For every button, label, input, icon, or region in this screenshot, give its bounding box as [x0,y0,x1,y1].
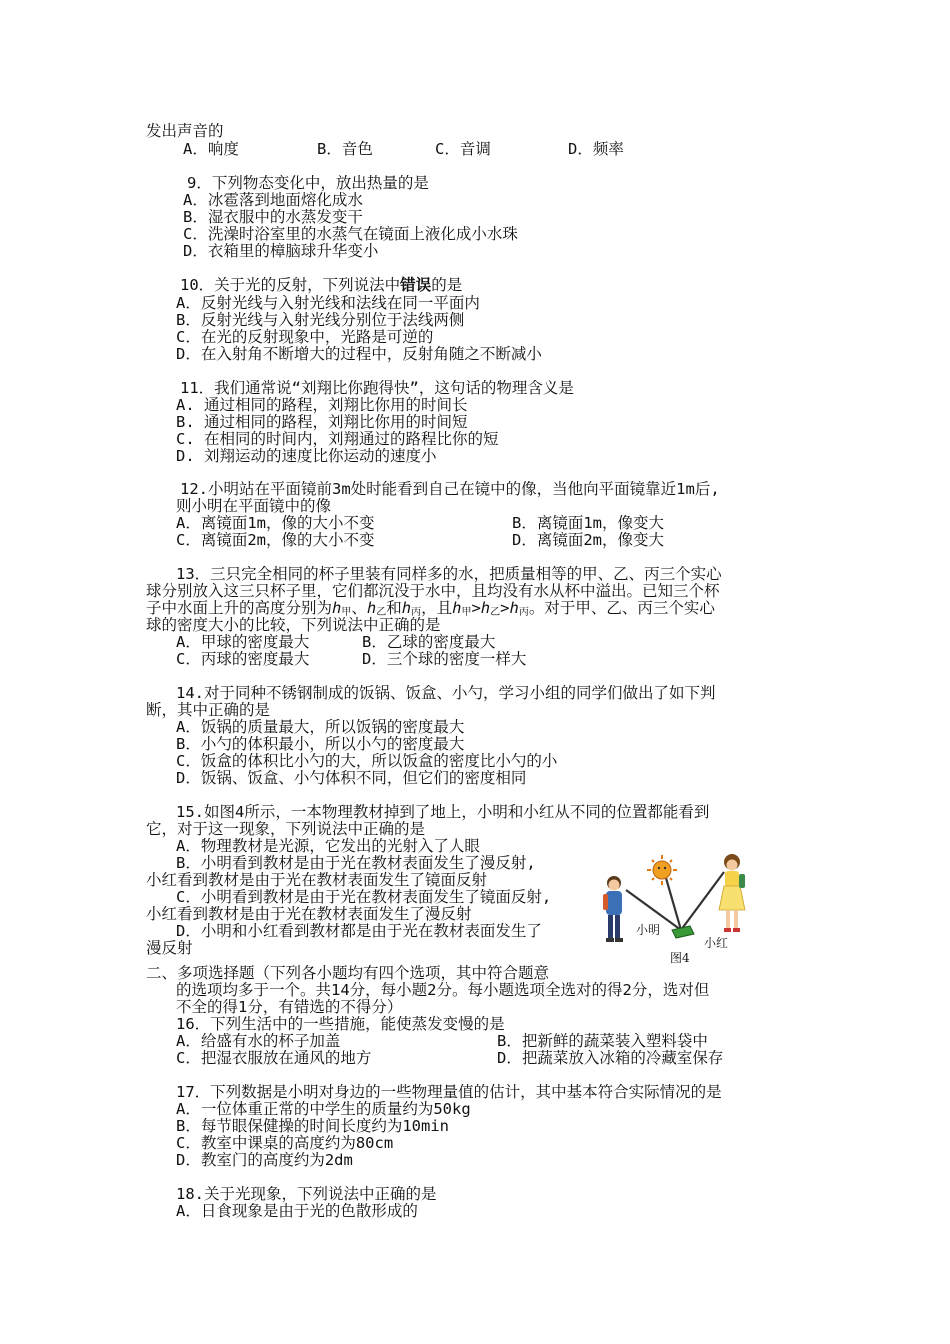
q17-option-c: C．教室中课桌的高度约为80cm [176,1134,394,1152]
section2-heading-line2: 的选项均多于一个。共14分，每小题2分。每小题选项全选对的得2分，选对但 [176,981,710,999]
q10-stem-emphasis: 错误 [400,276,432,294]
q10-option-d: D．在入射角不断增大的过程中，反射角随之不断减小 [176,345,542,363]
figure-label-hong: 小红 [704,936,729,950]
q15-option-d-line1: D．小明和小红看到教材都是由于光在教材表面发生了 [176,922,542,940]
figure-4 [596,848,766,966]
q8-option-a: A．响度 [183,140,239,158]
h-subscript: 乙 [376,607,387,618]
q13-line3-pre: 子中水面上升的高度分别为 [146,599,333,617]
figure-label-ming: 小明 [636,923,661,937]
q17-option-b: B．每节眼保健操的时间长度约为10min [176,1117,449,1135]
q15-option-c-line2: 小红看到教材是由于光在教材表面发生了漫反射 [146,905,472,923]
q12-stem-line1: 12.小明站在平面镜前3m处时能看到自己在镜中的像，当他向平面镜靠近1m后, [180,480,720,498]
q15-option-a: A．物理教材是光源，它发出的光射入了人眼 [176,837,480,855]
h-symbol: h [401,599,412,617]
q14-stem-line1: 14.对于同种不锈钢制成的饭锅、饭盒、小勺，学习小组的同学们做出了如下判 [176,684,716,702]
q17-stem: 17．下列数据是小明对身边的一些物理量值的估计，其中基本符合实际情况的是 [176,1083,722,1101]
incident-ray-icon [666,878,681,930]
book-icon [672,926,694,938]
q14-option-a: A．饭锅的质量最大，所以饭锅的密度最大 [176,718,465,736]
q8-option-d: D．频率 [568,140,624,158]
q9-option-b: B．湿衣服中的水蒸发变干 [183,208,363,226]
q14-stem-line2: 断，其中正确的是 [146,701,271,719]
q13-option-d: D．三个球的密度一样大 [362,650,527,668]
h-symbol: h [480,599,491,617]
q16-option-c: C．把湿衣服放在通风的地方 [176,1049,372,1067]
q10-stem [180,277,462,294]
q13-option-b: B．乙球的密度最大 [362,633,496,651]
intro-line: 发出声音的 [146,122,224,140]
h-subscript: 甲 [341,607,352,618]
h-symbol: h [452,599,462,617]
q18-stem: 18.关于光现象，下列说法中正确的是 [176,1185,437,1203]
q15-option-d-line2: 漫反射 [146,939,193,957]
sun-icon [647,855,677,885]
q11-option-d: D. 刘翔运动的速度比你运动的速度小 [176,447,437,465]
q17-option-d: D．教室门的高度约为2dm [176,1151,353,1169]
h-symbol: h [509,599,519,617]
q13-line3-mid: ，且 [421,599,453,617]
section2-heading-line1: 二、多项选择题（下列各小题均有四个选项，其中符合题意 [146,964,550,982]
conjunction: 和 [386,599,402,617]
q16-stem: 16．下列生活中的一些措施，能使蒸发变慢的是 [176,1015,505,1033]
separator: 、 [351,599,367,617]
q16-option-b: B．把新鲜的蔬菜装入塑料袋中 [497,1032,708,1050]
q11-option-c: C. 在相同的时间内，刘翔通过的路程比你的短 [176,430,499,448]
q14-option-c: C．饭盒的体积比小勺的大，所以饭盒的密度比小勺的小 [176,752,558,770]
reflected-ray-hong-icon [681,872,724,930]
q13-stem-line4: 球的密度大小的比较，下列说法中正确的是 [146,616,441,634]
q13-stem-line2: 球分别放入这三只杯子里，它们都沉没于水中，且均没有水从杯中溢出。已知三个杯 [146,582,720,600]
q15-stem-line2: 它，对于这一现象，下列说法中正确的是 [146,820,426,838]
q13-option-a: A．甲球的密度最大 [176,633,310,651]
q9-option-a: A．冰雹落到地面熔化成水 [183,191,363,209]
greater-than: > [471,599,481,617]
q13-option-c: C．丙球的密度最大 [176,650,310,668]
q15-stem-line1: 15.如图4所示，一本物理教材掉到了地上，小明和小红从不同的位置都能看到 [176,803,710,821]
q10-option-c: C．在光的反射现象中，光路是可逆的 [176,328,434,346]
q12-option-a: A．离镜面1m，像的大小不变 [176,514,375,532]
h-subscript: 乙 [490,607,501,618]
q17-option-a: A．一位体重正常的中学生的质量约为50kg [176,1100,471,1118]
q11-option-a: A. 通过相同的路程，刘翔比你用的时间长 [176,396,468,414]
q16-option-d: D．把蔬菜放入冰箱的冷藏室保存 [497,1049,724,1067]
q12-option-c: C．离镜面2m，像的大小不变 [176,531,375,549]
q13-line3-post: 。对于甲、乙、丙三个实心 [528,599,715,617]
q14-option-b: B．小勺的体积最小，所以小勺的密度最大 [176,735,465,753]
q9-option-d: D．衣箱里的樟脑球升华变小 [183,242,379,260]
q14-option-d: D．饭锅、饭盒、小勺体积不同，但它们的密度相同 [176,769,527,787]
q12-option-b: B．离镜面1m，像变大 [512,514,664,532]
boy-figure-icon [603,876,623,942]
q18-option-a: A．日食现象是由于光的色散形成的 [176,1202,418,1220]
q9-option-c: C．洗澡时浴室里的水蒸气在镜面上液化成小水珠 [183,225,518,243]
q9-stem: 9．下列物态变化中，放出热量的是 [187,174,429,192]
q12-option-d: D．离镜面2m，像变大 [512,531,664,549]
q11-stem: 11．我们通常说“刘翔比你跑得快”，这句话的物理含义是 [180,379,574,397]
q10-stem-post: 的是 [431,276,463,294]
figure-caption: 图4 [670,951,690,965]
girl-figure-icon [719,854,745,932]
q8-option-c: C．音调 [435,140,491,158]
h-subscript: 丙 [411,607,422,618]
q15-option-c-line1: C．小明看到教材是由于光在教材表面发生了镜面反射, [176,888,552,906]
q10-stem-pre: 10．关于光的反射，下列说法中 [180,276,401,294]
q15-option-b-line2: 小红看到教材是由于光在教材表面发生了镜面反射 [146,871,488,889]
q11-option-b: B. 通过相同的路程，刘翔比你用的时间短 [176,413,468,431]
h-subscript: 丙 [518,607,529,618]
greater-than: > [500,599,510,617]
h-symbol: h [332,599,342,617]
q10-option-a: A．反射光线与入射光线和法线在同一平面内 [176,294,480,312]
q13-stem-line1: 13．三只完全相同的杯子里装有同样多的水，把质量相等的甲、乙、丙三个实心 [176,565,722,583]
section2-heading-line3: 不全的得1分，有错选的不得分） [176,998,403,1016]
h-symbol: h [366,599,377,617]
q8-option-b: B．音色 [317,140,373,158]
q15-option-b-line1: B．小明看到教材是由于光在教材表面发生了漫反射, [176,854,536,872]
q10-option-b: B．反射光线与入射光线分别位于法线两侧 [176,311,465,329]
h-subscript: 甲 [461,607,472,618]
q16-option-a: A．给盛有水的杯子加盖 [176,1032,341,1050]
q12-stem-line2: 则小明在平面镜中的像 [176,497,332,515]
